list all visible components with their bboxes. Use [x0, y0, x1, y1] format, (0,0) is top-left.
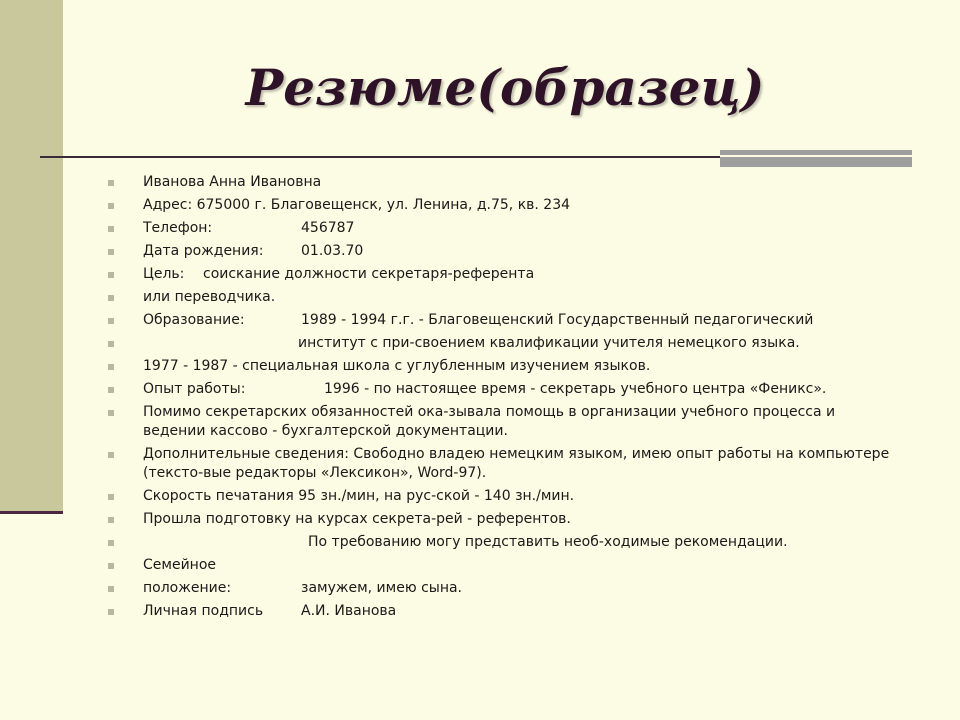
address-text: Адрес: 675000 г. Благовещенск, ул. Ленина, д.75, кв. 234: [143, 197, 571, 213]
bullet-icon: [108, 180, 114, 186]
bullet-icon: [108, 295, 114, 301]
typing-speed-text: Скорость печатания 95 зн./мин, на рус-ской - 140 зн./мин.: [143, 488, 575, 504]
family-label-part: Семейное: [143, 557, 216, 573]
bullet-icon: [108, 609, 114, 615]
list-item-goal: [0, 265, 960, 284]
bullet-icon: [108, 540, 114, 546]
list-item-duties: [0, 403, 960, 441]
recommendations-text: По требованию могу представить необ-ходимые рекомендации.: [308, 534, 788, 550]
page-title: Резюме(образец): [245, 58, 765, 117]
birthdate-label: Дата рождения:: [143, 243, 264, 259]
goal-value: соискание должности секретаря-референта: [203, 266, 535, 282]
bullet-icon: [108, 226, 114, 232]
marital-label: положение:: [143, 580, 232, 596]
list-item-school: [0, 357, 960, 376]
signature-value: А.И. Иванова: [301, 603, 397, 619]
bullet-icon: [108, 494, 114, 500]
experience-label: Опыт работы:: [143, 381, 246, 397]
list-item-courses: [0, 510, 960, 529]
goal-continuation: или переводчика.: [143, 289, 276, 305]
list-item-education-cont: [0, 334, 960, 353]
list-item-typing: [0, 487, 960, 506]
title-accent-bar: [720, 150, 912, 167]
education-value: 1989 - 1994 г.г. - Благовещенский Государственный педагогический: [301, 312, 814, 328]
bullet-icon: [108, 249, 114, 255]
school-text: 1977 - 1987 - специальная школа с углубленным изучением языков.: [143, 358, 651, 374]
birthdate-value: 01.03.70: [301, 243, 364, 259]
experience-value: 1996 - по настоящее время - секретарь учебного центра «Феникс».: [324, 381, 827, 397]
resume-list: [0, 173, 960, 625]
bullet-icon: [108, 452, 114, 458]
list-item-family: [0, 556, 960, 575]
courses-text: Прошла подготовку на курсах секрета-рей - референтов.: [143, 511, 571, 527]
bullet-icon: [108, 318, 114, 324]
list-item-birthdate: [0, 242, 960, 261]
bullet-icon: [108, 410, 114, 416]
education-label: Образование:: [143, 312, 245, 328]
bullet-icon: [108, 586, 114, 592]
list-item-education: [0, 311, 960, 330]
goal-label: Цель:: [143, 266, 185, 282]
bullet-icon: [108, 203, 114, 209]
list-item-marital: [0, 579, 960, 598]
list-item-signature: [0, 602, 960, 621]
bullet-icon: [108, 517, 114, 523]
list-item-goal-cont: [0, 288, 960, 307]
duties-text: Помимо секретарских обязанностей ока-зывала помощь в организации учебного процесса и ведении кассово - бухгалтерской документации.: [143, 404, 836, 439]
marital-value: замужем, имею сына.: [301, 580, 462, 596]
list-item-experience: [0, 380, 960, 399]
list-item-name: [0, 173, 960, 192]
signature-label: Личная подпись: [143, 603, 264, 619]
list-item-recommendations: [0, 533, 960, 552]
list-item-extra: [0, 445, 960, 483]
extra-info-text: Дополнительные сведения: Свободно владею немецким языком, имею опыт работы на компьютере (тексто-вые редакторы «Лексикон», Word-97).: [143, 446, 890, 481]
list-item-phone: [0, 219, 960, 238]
bullet-icon: [108, 387, 114, 393]
phone-value: 456787: [301, 220, 355, 236]
phone-label: Телефон:: [143, 220, 213, 236]
list-item-address: [0, 196, 960, 215]
bullet-icon: [108, 272, 114, 278]
bullet-icon: [108, 364, 114, 370]
full-name: Иванова Анна Ивановна: [143, 174, 322, 190]
education-continuation: институт с при-своением квалификации учителя немецкого языка.: [298, 335, 800, 351]
bullet-icon: [108, 563, 114, 569]
bullet-icon: [108, 341, 114, 347]
